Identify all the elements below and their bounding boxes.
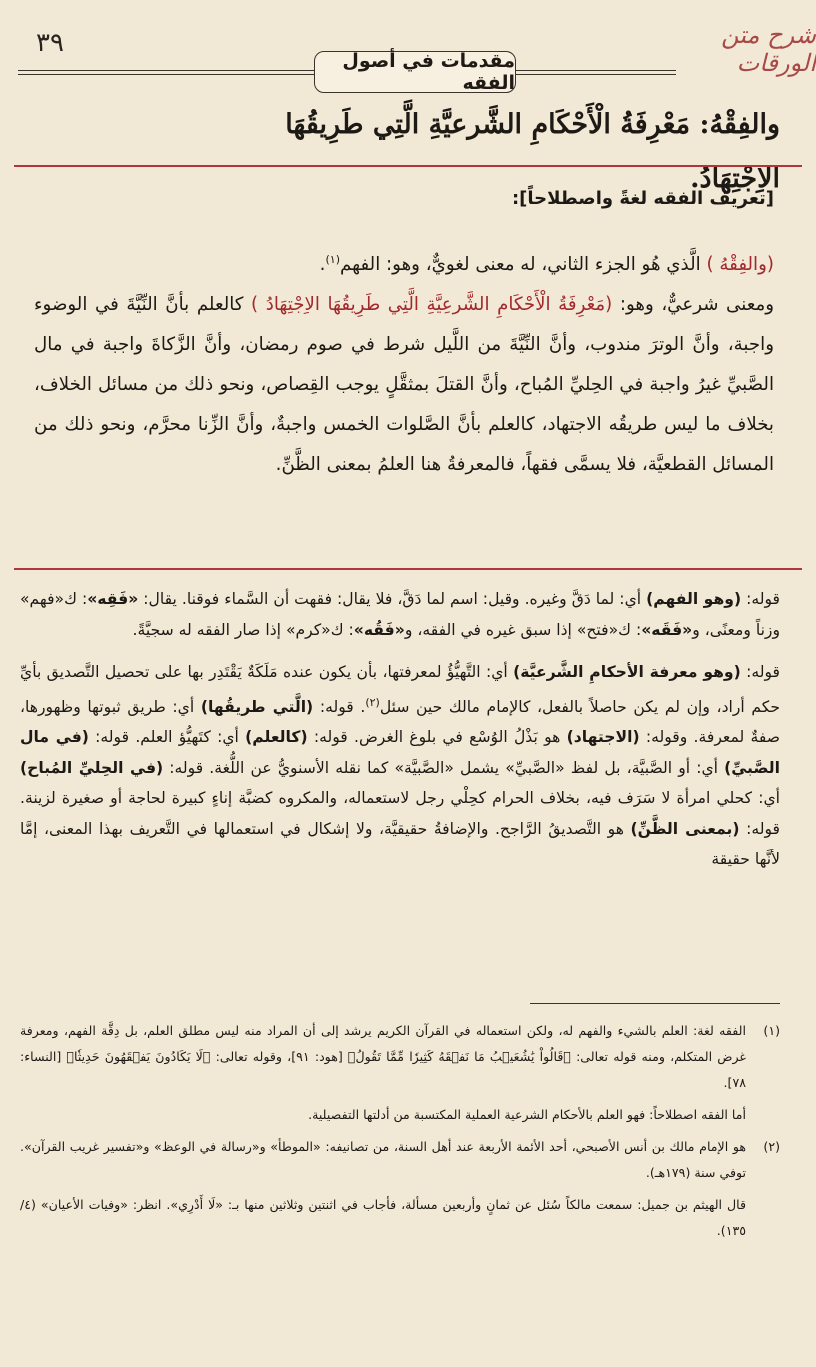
book-title-logo: شرح متن الورقات bbox=[721, 21, 816, 77]
footnote bbox=[20, 1134, 780, 1244]
hashiya-quote: (بمعنى الظَّنِّ) bbox=[630, 819, 740, 838]
sharh-body bbox=[34, 240, 774, 485]
sharh-text: الَّذي هُو الجزء الثاني، له معنى لغويٌّ، وهو: الفهم bbox=[339, 254, 707, 276]
hashiya-text: أي: التَّهيُّؤُ لمعرفتها، بأن يكون عنده مَلَكَةٌ يَقْتَدِر بها على تحصيل التَّصديق بأيِّ حكم أراد، وإن لم يكن حاصلاً بالفعل، كالإمام مالك حين سئل bbox=[20, 663, 780, 716]
sharh-paragraph bbox=[34, 240, 774, 285]
hashiya-quote: «فَقِه» bbox=[87, 590, 139, 608]
hashiya-quote: (كالعلم) bbox=[245, 728, 308, 747]
page-header bbox=[0, 0, 816, 100]
hashiya-text: : ك«فتح» إذا سبق غيره في الفقه، و bbox=[404, 620, 642, 639]
footnote-body bbox=[20, 1018, 746, 1128]
hashiya-quote: (في مال الصَّبيِّ) bbox=[20, 728, 780, 777]
sharh-text: ومعنى شرعيٌّ، وهو: bbox=[612, 294, 774, 316]
page-number: ٣٩ bbox=[36, 28, 64, 58]
sharh-paragraph bbox=[34, 285, 774, 485]
footnote-body bbox=[20, 1134, 746, 1244]
section-title: مقدمات في أصول الفقه bbox=[314, 51, 516, 93]
hashiya-quote: (الَّتي طريقُها) bbox=[200, 697, 314, 716]
hashiya-quote: «فَقُه» bbox=[353, 620, 405, 639]
hashiya-text: . قوله: bbox=[313, 697, 366, 716]
hashiya-text: قوله: bbox=[740, 663, 780, 681]
matn-text: والفِقْهُ: مَعْرِفَةُ الْأَحْكَامِ الشَّرعيَّةِ الَّتِي طَرِيقُهَا الاِجْتِهَادُ. bbox=[285, 109, 780, 194]
sharh-text: . bbox=[319, 254, 326, 276]
matn-quote: (مَعْرِفَةُ الْأَحْكَامِ الشَّرعِيَّةِ الَّتِي طَرِيقُهَا الاِجْتِهَادُ ) bbox=[251, 294, 613, 316]
footnote-line: الفقه لغة: العلم بالشيء والفهم له، ولكن استعماله في القرآن الكريم يرشد إلى أن المراد منه ليس مطلق العلم، بل دِقَّة الفهم، ومعرفة غرض المتكلم، ومنه قوله تعالى: ﴿قَالُواْ يَٰشُعَيۡبُ مَا نَفۡقَهُ كَثِيرٗا مِّمَّا تَقُولُ﴾ [هود: ٩١]، وقوله تعالى: ﴿لَا يَكَادُونَ يَفۡقَهُونَ حَدِيثٗا﴾ [النساء: ٧٨]. bbox=[20, 1023, 747, 1090]
footnote-line: أما الفقه اصطلاحاً: فهو العلم بالأحكام الشرعية العملية المكتسبة من أدلتها التفصيلية. bbox=[308, 1107, 746, 1122]
hashiya-text: أي: أو الصَّبيَّة، بل لفظ «الصَّبيِّ» يشمل «الصَّبيَّة» كما نقله الأسنويُّ عن اللُّغة. قوله: bbox=[163, 758, 725, 777]
hashiya-quote: (وهو معرفة الأحكامِ الشَّرعيَّة) bbox=[513, 663, 741, 681]
footnotes bbox=[20, 1018, 780, 1250]
hashiya-divider bbox=[14, 568, 802, 570]
hashiya-text: أي: طريق ثبوتها وظهورها، صفةٌ لمعرفة. وقوله: bbox=[20, 697, 780, 747]
matn-divider bbox=[14, 165, 802, 167]
hashiya-text: أي: كحلي امرأة لا سَرَف فيه، بخلاف الحرام كحِلْي رجل لاستعماله، والمكروه كضبَّة إناءٍ كبيرة لحاجة أو صغيرة لزينة. قوله: bbox=[20, 789, 780, 838]
hashiya-paragraph bbox=[20, 657, 780, 875]
hashiya-text: أي: كتَهيُّؤ العلم. قوله: bbox=[88, 728, 246, 747]
footnote-divider bbox=[530, 1003, 780, 1004]
hashiya-quote: (في الحِليِّ المُباح) bbox=[20, 758, 164, 777]
hashiya-quote: «فَقَه» bbox=[641, 620, 693, 639]
hashiya-text: هو بَذْلُ الوُسْع في بلوغ الغرض. قوله: bbox=[307, 728, 567, 747]
matn-quote: (والفِقْهُ ) bbox=[706, 254, 774, 276]
sub-heading: [تعريف الفقه لغةً واصطلاحاً]: bbox=[511, 188, 774, 209]
hashiya-text: هو التَّصديقُ الرَّاجح. والإضافةُ حقيقيَّة، ولا إشكال في استعمالها في التَّعريف بهذا المعنى، إمَّا لأنَّها حقيقة bbox=[20, 819, 780, 869]
footnote-line: قال الهيثم بن جميل: سمعت مالكاً سُئل عن ثمانٍ وأربعين مسألة، فأجاب في اثنتين وثلاثين منها بـ: «لَا أَدْرِي». انظر: «وفيات الأعيان» (٤/ ١٣٥). bbox=[20, 1197, 746, 1238]
hashiya-paragraph bbox=[20, 584, 780, 645]
hashiya-text: : ك«كرم» إذا صار الفقه له سجيَّةً. bbox=[132, 620, 354, 639]
sharh-text: كالعلم بأنَّ النِّيَّةَ في الوضوء واجبة، وأنَّ الوترَ مندوب، وأنَّ النِّيَّةَ من اللَّيل شرط في صوم رمضان، وأنَّ الزَّكاةَ واجبة في مال الصَّبيِّ غيرُ واجبة في الحِليِّ المُباح، وأنَّ القتلَ بمثقَّلٍ يوجب القِصاص، ونحو ذلك من مسائل الخلاف، بخلاف ما ليس طريقُه الاجتهاد، كالعلم بأنَّ الصَّلوات الخمس واجبةٌ، وأنَّ الزِّنا محرَّم، ونحو ذلك من المسائل القطعيَّة، فلا يسمَّى فقهاً، فالمعرفةُ هنا العلمُ بمعنى الظَّنِّ. bbox=[34, 294, 774, 476]
footnote bbox=[20, 1018, 780, 1128]
footnote-number: (٢) bbox=[763, 1139, 780, 1154]
footnote-ref[interactable]: (٢) bbox=[365, 695, 380, 709]
footnote-line: هو الإمام مالك بن أنس الأصبحي، أحد الأئمة الأربعة عند أهل السنة، من تصانيفه: «الموطأ» و«رسالة في الوعظ» و«تفسير غريب القرآن». توفي سنة (١٧٩هـ). bbox=[20, 1139, 746, 1180]
hashiya-body bbox=[20, 584, 780, 875]
hashiya-quote: (وهو الفهم) bbox=[646, 590, 742, 608]
hashiya-text: أي: لما دَقَّ وغيره. وقيل: اسم لما دَقَّ، فلا يقال: فقهت أن السَّماء فوقنا. يقال: bbox=[138, 590, 647, 608]
footnote-ref[interactable]: (١) bbox=[325, 253, 340, 266]
hashiya-text: : ك«فهم» وزناً ومعنًى، و bbox=[20, 590, 780, 639]
hashiya-text: قوله: bbox=[741, 590, 781, 608]
hashiya-quote: (الاجتهاد) bbox=[566, 728, 640, 747]
footnote-number: (١) bbox=[763, 1023, 780, 1038]
